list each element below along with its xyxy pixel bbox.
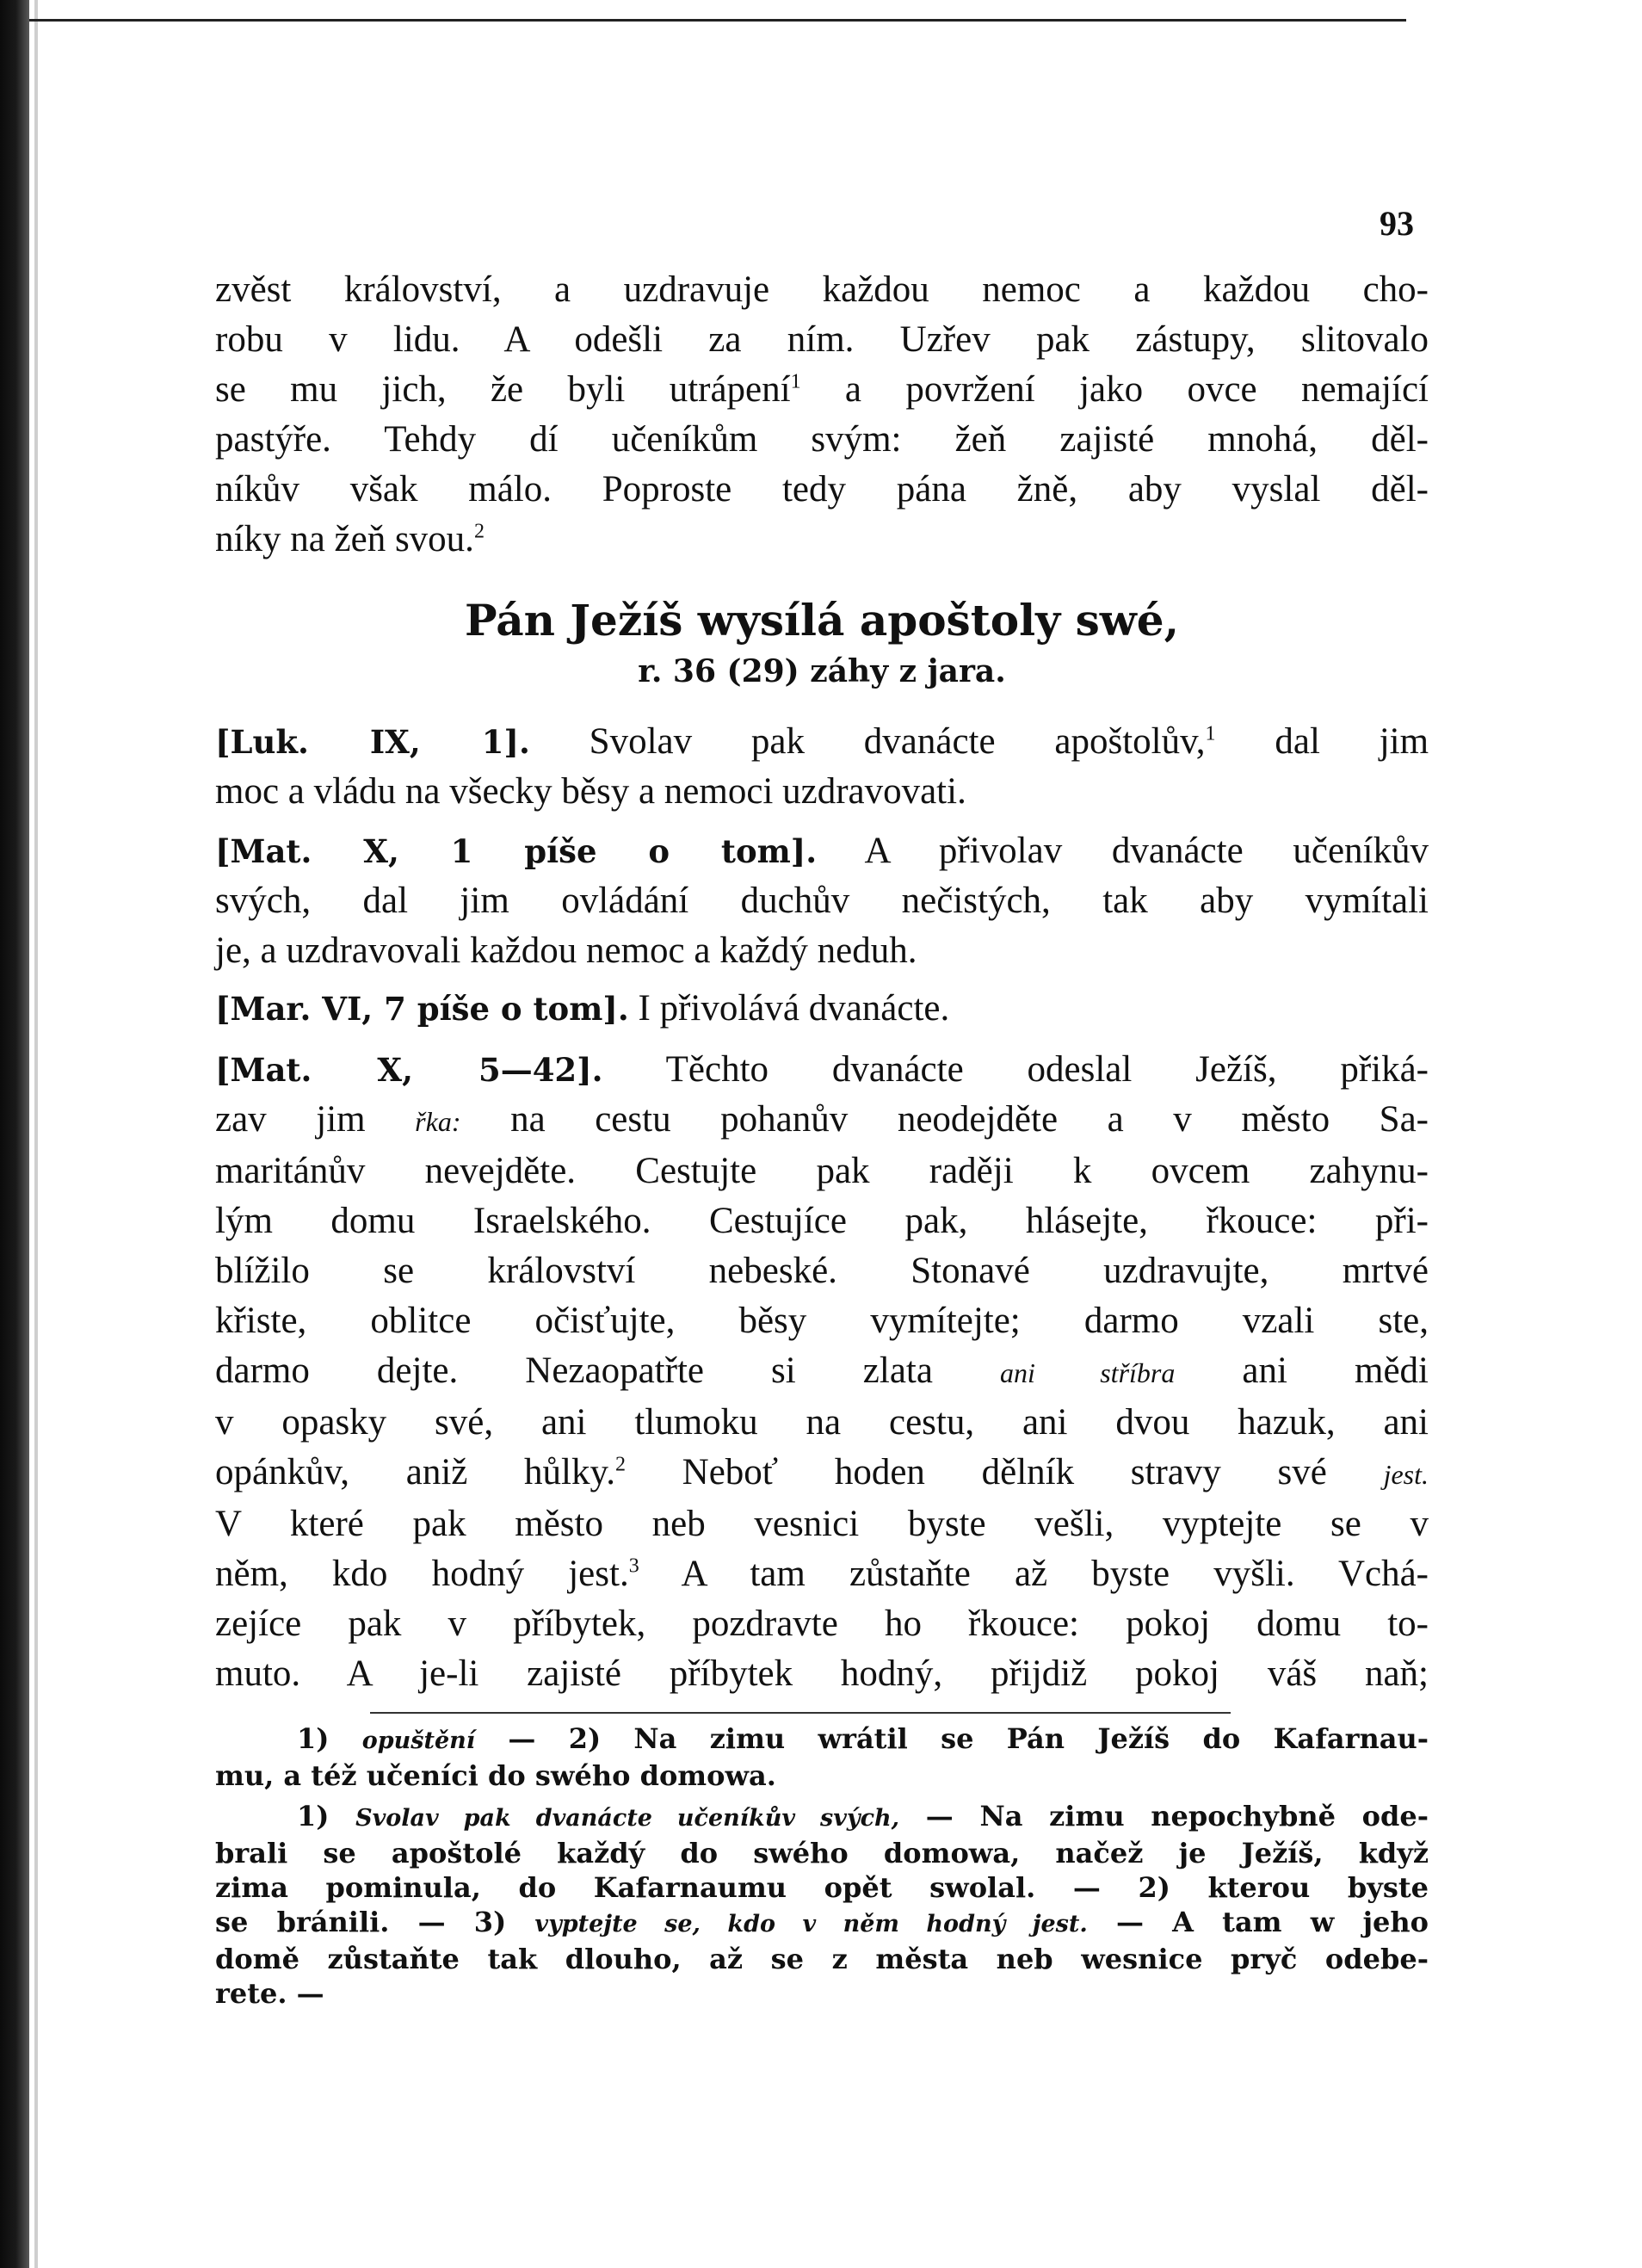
text-line	[215, 984, 1429, 1034]
footnote-number: 1)	[297, 1722, 330, 1755]
footnote-text: — A tam w jeho	[1115, 1906, 1429, 1938]
footnote-rule	[370, 1712, 1231, 1714]
text-line: maritánův nevejděte. Cestujte pak raději k ovcem zahynu-	[215, 1151, 1429, 1191]
text-line: zvěst království, a uzdravuje každou nemoc a každou cho-	[215, 269, 1429, 310]
text-line	[215, 1448, 1429, 1499]
scripture-reference: [Luk. IX, 1].	[215, 723, 530, 761]
heading-subtitle: r. 36 (29) záhy z jara.	[638, 653, 1006, 689]
text-line	[215, 1346, 1429, 1398]
text-line: lým domu Israelského. Cestujíce pak, hlásejte, řkouce: při-	[215, 1201, 1429, 1241]
paragraph-4	[215, 984, 1429, 1034]
paragraph-3	[215, 826, 1429, 976]
text-line: V které pak město neb vesnici byste vešli, vyptejte se v	[215, 1504, 1429, 1544]
footnote-text: se bránili. — 3)	[215, 1906, 507, 1938]
footnote-line	[215, 1721, 1429, 1758]
italic-span: ani stříbra	[1000, 1357, 1176, 1388]
footnote-text: — Na zimu nepochybně ode-	[925, 1800, 1429, 1832]
text-line: muto. A je-li zajisté příbytek hodný, přijdiž pokoj váš naň;	[215, 1653, 1429, 1694]
footnote-line	[215, 1905, 1429, 1942]
footnote-line: rete. —	[215, 1977, 324, 2010]
text-line: pastýře. Tehdy dí učeníkům svým: žeň zajisté mnohá, děl-	[215, 419, 1429, 460]
footnote-text: — 2) Na zimu wrátil se Pán Ježíš do Kafarnau-	[508, 1722, 1429, 1755]
text-line: v opasky své, ani tlumoku na cestu, ani dvou hazuk, ani	[215, 1402, 1429, 1443]
text-span: na cestu pohanův neodejděte a v město Sa-	[510, 1099, 1429, 1140]
italic-span: Svolav pak dvanácte učeníkův svých,	[355, 1805, 900, 1832]
text-span: dal jim	[1275, 721, 1429, 762]
paragraph-1	[215, 265, 1429, 565]
italic-span: jest.	[1383, 1459, 1429, 1490]
italic-span: opuštění	[361, 1727, 476, 1754]
scripture-reference: [Mat. X, 5—42].	[215, 1051, 603, 1089]
paragraph-2	[215, 717, 1429, 817]
text-span: A tam zůstaňte až byste vyšli. Vchá-	[681, 1554, 1429, 1594]
text-line	[215, 1095, 1429, 1146]
binding-edge	[0, 0, 29, 2268]
text-span: Neboť hoden dělník stravy své	[682, 1452, 1327, 1492]
footnote-line: domě zůstaňte tak dlouho, až se z města neb wesnice pryč odebe-	[215, 1943, 1429, 1975]
page-number: 93	[1380, 204, 1414, 243]
text-line	[215, 515, 1429, 565]
text-span: a povržení jako ovce nemající	[844, 369, 1429, 410]
text-span: opánkův, aniž hůlky.	[215, 1452, 615, 1492]
text-line: robu v lidu. A odešli za ním. Uzřev pak zástupy, slitovalo	[215, 319, 1429, 360]
paragraph-5	[215, 1045, 1429, 1699]
text-line	[215, 1549, 1429, 1599]
text-line	[215, 717, 1429, 767]
top-rule	[29, 19, 1406, 22]
text-span: něm, kdo hodný jest.	[215, 1554, 629, 1594]
footnote-ref: 3	[628, 1554, 639, 1578]
heading-title: Pán Ježíš wysílá apoštoly swé,	[464, 595, 1180, 646]
text-span: ani mědi	[1242, 1350, 1429, 1391]
text-line: křiste, oblitce očisťujte, běsy vymítejte; darmo vzali ste,	[215, 1301, 1429, 1341]
text-span: Svolav pak dvanácte apoštolův,	[589, 721, 1206, 762]
footnotes-a	[215, 1721, 1429, 1793]
footnote-line: zima pominula, do Kafarnaumu opět swolal. — 2) kterou byste	[215, 1871, 1429, 1904]
footnote-ref: 1	[1205, 722, 1216, 745]
text-line	[215, 365, 1429, 415]
footnote-ref: 2	[614, 1453, 626, 1476]
binding-line	[34, 0, 38, 2268]
text-span: A přivolav dvanácte učeníkův	[864, 831, 1429, 871]
footnote-ref: 2	[473, 520, 485, 543]
text-line: blížilo se království nebeské. Stonavé uzdravujte, mrtvé	[215, 1251, 1429, 1291]
scripture-reference: [Mat. X, 1 píše o tom].	[215, 832, 818, 870]
text-span: I přivolává dvanácte.	[638, 988, 950, 1029]
footnote-line: brali se apoštolé každý do swého domowa, načež je Ježíš, když	[215, 1837, 1429, 1869]
text-line: moc a vládu na všecky běsy a nemoci uzdravovati.	[215, 771, 966, 812]
footnote-line: mu, a též učeníci do swého domowa.	[215, 1759, 776, 1792]
italic-span: vyptejte se, kdo v něm hodný jest.	[534, 1911, 1088, 1937]
text-span: se mu jich, že byli utrápení	[215, 369, 791, 410]
scripture-reference: [Mar. VI, 7 píše o tom].	[215, 990, 629, 1028]
footnote-number: 1)	[297, 1800, 330, 1832]
text-line	[215, 1045, 1429, 1095]
footnotes-b	[215, 1799, 1429, 2011]
footnote-line	[215, 1799, 1429, 1836]
text-line	[215, 826, 1429, 876]
text-span: darmo dejte. Nezaopatřte si zlata	[215, 1350, 933, 1391]
text-span: Těchto dvanácte odeslal Ježíš, přiká-	[665, 1049, 1429, 1090]
footnote-ref: 1	[790, 370, 801, 393]
text-line: je, a uzdravovali každou nemoc a každý neduh.	[215, 930, 917, 971]
italic-span: řka:	[415, 1106, 461, 1137]
text-line: svých, dal jim ovládání duchův nečistých, tak aby vymítali	[215, 881, 1429, 921]
text-line: zejíce pak v příbytek, pozdravte ho řkouce: pokoj domu to-	[215, 1604, 1429, 1644]
text-line: níkův však málo. Poproste tedy pána žně, aby vyslal děl-	[215, 469, 1429, 510]
text-span: níky na žeň svou.	[215, 519, 474, 559]
text-span: zav jim	[215, 1099, 366, 1140]
section-heading	[215, 592, 1429, 694]
